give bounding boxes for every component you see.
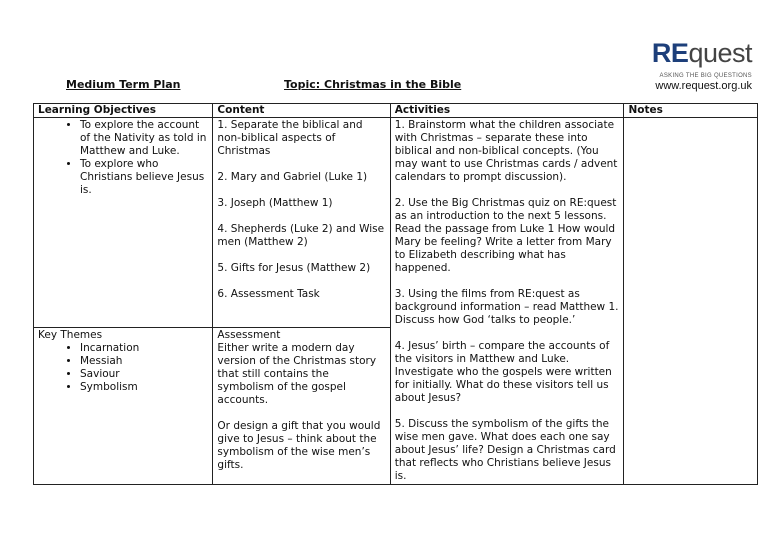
table-row	[34, 118, 758, 328]
medium-term-plan-table	[33, 103, 758, 485]
key-themes-cell	[34, 327, 213, 484]
list-item: • To explore the account of the Nativity as told in Matthew and Luke.	[80, 119, 208, 158]
notes-cell	[624, 118, 758, 485]
logo-quest: quest	[688, 38, 752, 68]
list-item: 4. Shepherds (Luke 2) and Wise men (Matthew 2)	[217, 223, 385, 248]
list-item: Or design a gift that you would give to Jesus – think about the symbolism of the wise men’s gifts.	[217, 419, 381, 471]
header-activities: Activities	[390, 104, 624, 118]
list-item: 5. Gifts for Jesus (Matthew 2)	[217, 262, 371, 274]
assessment-label: Assessment	[217, 328, 281, 341]
list-item: Either write a modern day version of the Christmas story that still contains the symbolism of the gospel accounts.	[217, 341, 377, 406]
list-item: • Symbolism	[80, 381, 208, 394]
list-item: • To explore who Christians believe Jesus is.	[80, 158, 208, 197]
list-item: • Saviour	[80, 368, 208, 381]
list-item: • Incarnation	[80, 342, 208, 355]
assessment-cell	[213, 327, 390, 484]
logo-wordmark	[652, 40, 752, 67]
website-url: www.request.org.uk	[655, 80, 752, 92]
list-item: 4. Jesus’ birth – compare the accounts of the visitors in Matthew and Luke. Investigate who the gospels were written for initially. What do these visitors tell us about Jesus?	[394, 340, 612, 404]
list-item: 5. Discuss the symbolism of the gifts the wise men gave. What does each one say about Jesus’ life? Design a Christmas card that reflects who Christians believe Jesus is.	[394, 418, 616, 482]
list-item: 1. Separate the biblical and non-biblical aspects of Christmas	[217, 119, 363, 157]
objectives-cell	[34, 118, 213, 328]
key-themes-list	[38, 342, 208, 394]
activities-cell	[390, 118, 624, 485]
logo-re: RE	[651, 38, 689, 68]
header-content: Content	[213, 104, 390, 118]
content-cell	[213, 118, 390, 328]
plan-title: Medium Term Plan	[66, 78, 181, 91]
list-item: 1. Brainstorm what the children associate with Christmas – separate these into biblical and non-biblical concepts. (You may want to use Christmas cards / advent calendars to prompt discussion).	[394, 119, 618, 183]
list-item: 6. Assessment Task	[217, 288, 320, 300]
objectives-list	[38, 119, 208, 197]
list-item: 3. Joseph (Matthew 1)	[217, 197, 333, 209]
request-logo	[652, 40, 752, 92]
header-notes: Notes	[624, 104, 758, 118]
list-item: 2. Use the Big Christmas quiz on RE:quest as an introduction to the next 5 lessons. Read the passage from Luke 1 How would Mary be feeling? Write a letter from Mary to Elizabeth describing what has happened.	[394, 197, 617, 274]
topic-title: Topic: Christmas in the Bible	[284, 78, 462, 91]
table-header-row	[34, 104, 758, 118]
header-learning-objectives: Learning Objectives	[34, 104, 213, 118]
key-themes-label: Key Themes	[38, 328, 103, 341]
list-item: 2. Mary and Gabriel (Luke 1)	[217, 171, 368, 183]
list-item: • Messiah	[80, 355, 208, 368]
list-item: 3. Using the films from RE:quest as background information – read Matthew 1. Discuss how God ‘talks to people.’	[394, 288, 619, 326]
logo-tagline: ASKING THE BIG QUESTIONS	[659, 73, 752, 79]
